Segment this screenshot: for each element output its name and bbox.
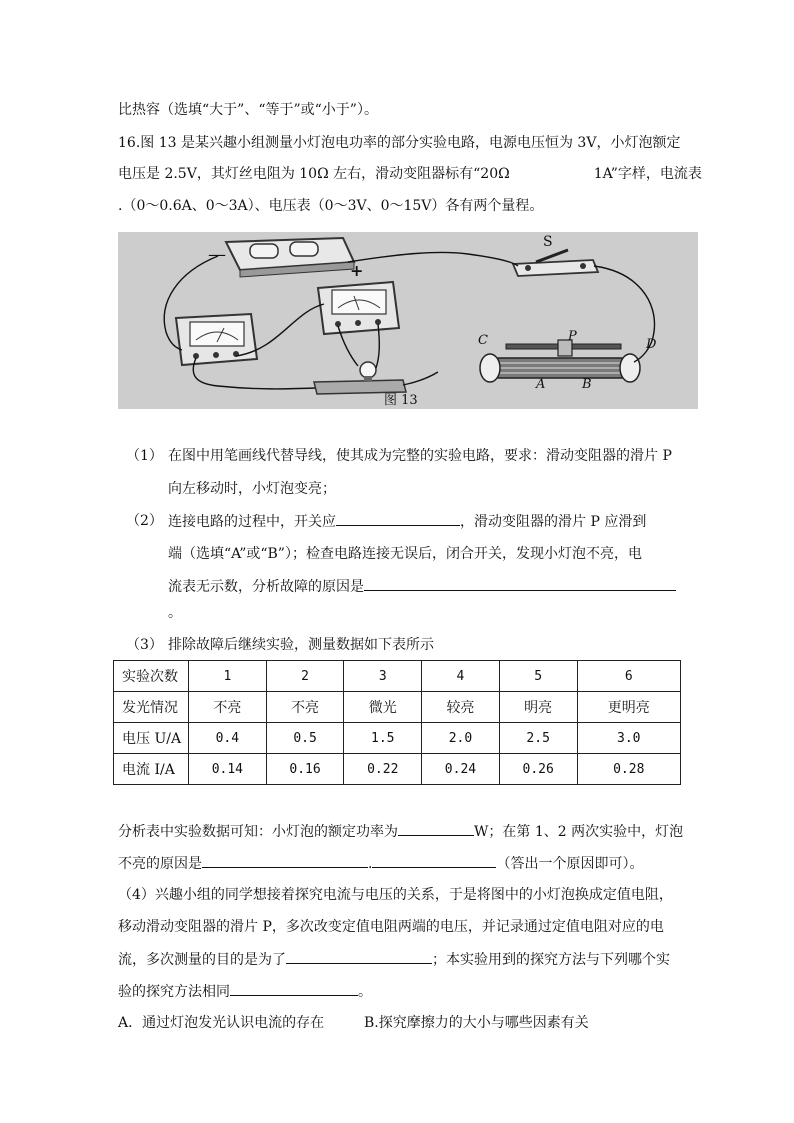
terminal-a-label: A [536, 377, 546, 392]
q4-line-4-end: 。 [358, 984, 372, 1000]
terminal-d-label: D [646, 337, 657, 352]
table-row [114, 754, 681, 785]
table-cell: 2.5 [499, 723, 577, 754]
table-header-cell: 5 [499, 661, 577, 692]
q2-switch-prompt: 连接电路的过程中，开关应 [168, 514, 336, 530]
text-line-1: 比热容（选填“大于”、“等于”或“小于”）。 [118, 102, 378, 118]
sub-question-3-number: （3） [126, 637, 163, 653]
option-b: B.探究摩擦力的大小与哪些因素有关 [364, 1015, 589, 1031]
table-cell: 0.24 [422, 754, 500, 785]
battery-plus-label: + [350, 261, 364, 280]
circuit-figure-13 [118, 232, 698, 409]
table-cell: 微光 [344, 692, 422, 723]
q2-fault-prompt: 流表无示数，分析故障的原因是 [168, 579, 364, 595]
battery-minus-label: — [208, 244, 226, 265]
sub-question-2-number: （2） [126, 513, 163, 529]
analysis-line-2 [118, 853, 643, 874]
table-header-cell: 6 [577, 661, 680, 692]
table-cell: 2.0 [422, 723, 500, 754]
analysis-dot: . [368, 856, 373, 872]
table-row [114, 692, 681, 723]
answer-blank-method[interactable] [230, 981, 358, 996]
q16-spec-part-1: 电压是 2.5V，其灯丝电阻为 10Ω 左右，滑动变阻器标有“20Ω [118, 166, 510, 182]
question-16-line-2 [118, 164, 702, 184]
answer-blank-fault[interactable] [364, 576, 676, 591]
sub-question-2-line-2: 端（选填“A”或“B”）；检查电路连接无误后，闭合开关，发现小灯泡不亮，电 [168, 546, 642, 562]
q16-spec-part-2: 1A”字样，电流表 [593, 166, 702, 182]
figure-caption: 图 13 [384, 393, 418, 408]
analysis-reason-prompt: 不亮的原因是 [118, 856, 202, 872]
q2-slider-prompt: ，滑动变阻器的滑片 P 应滑到 [460, 514, 647, 530]
sub-question-4-line-2: 移动滑动变阻器的滑片 P，多次改变定值电阻两端的电压，并记录通过定值电阻对应的电 [118, 919, 664, 935]
q4-line-3-cont: ；本实验用到的探究方法与下列哪个实 [432, 952, 670, 968]
answer-blank-reason-1[interactable] [202, 853, 368, 868]
answer-blank-switch[interactable] [336, 511, 460, 526]
table-row-label: 电流 I/A [114, 754, 189, 785]
table-header-cell: 1 [189, 661, 267, 692]
table-row-label: 电压 U/A [114, 723, 189, 754]
sub-question-4-line-4 [118, 981, 372, 1002]
q4-purpose-prompt: 流，多次测量的目的是为了 [118, 952, 286, 968]
table-cell: 不亮 [266, 692, 344, 723]
sub-question-4-line-1: （4）兴趣小组的同学想接着探究电流与电压的关系，于是将图中的小灯泡换成定值电阻， [118, 887, 673, 903]
sub-question-2-end: 。 [168, 605, 182, 621]
sub-question-1-text-cont: 向左移动时，小灯泡变亮； [168, 481, 336, 497]
table-cell: 0.14 [189, 754, 267, 785]
q4-method-prompt: 验的探究方法相同 [118, 984, 230, 1000]
table-cell: 0.16 [266, 754, 344, 785]
sub-question-4-line-3 [118, 949, 670, 970]
table-cell: 0.5 [266, 723, 344, 754]
table-header-cell: 3 [344, 661, 422, 692]
ammeter [176, 314, 257, 365]
table-header-cell: 实验次数 [114, 661, 189, 692]
circuit-diagram [118, 232, 698, 409]
table-cell: 明亮 [499, 692, 577, 723]
question-16-intro: 16.图 13 是某兴趣小组测量小灯泡电功率的部分实验电路，电源电压恒为 3V，小灯泡额定 [118, 135, 681, 151]
table-header-cell: 2 [266, 661, 344, 692]
table-cell: 0.26 [499, 754, 577, 785]
answer-blank-reason-2[interactable] [372, 853, 496, 868]
switch-label: S [543, 234, 553, 250]
table-row [114, 723, 681, 754]
analysis-line-1 [118, 821, 683, 842]
table-header-cell: 4 [422, 661, 500, 692]
table-cell: 3.0 [577, 723, 680, 754]
experiment-data-table [113, 660, 681, 785]
slider-p-label: P [568, 329, 577, 344]
sub-question-1-text: 在图中用笔画线代替导线，使其成为完整的实验电路，要求：滑动变阻器的滑片 P [168, 448, 672, 464]
sub-question-2-line-1 [168, 511, 646, 532]
table-cell: 较亮 [422, 692, 500, 723]
answer-blank-rated-power[interactable] [398, 821, 474, 836]
analysis-power-prompt: 分析表中实验数据可知：小灯泡的额定功率为 [118, 824, 398, 840]
voltmeter [318, 282, 399, 334]
question-16-line-3: .（0～0.6A、0～3A）、电压表（0～3V、0～15V）各有两个量程。 [118, 198, 544, 214]
table-cell: 不亮 [189, 692, 267, 723]
table-cell: 0.4 [189, 723, 267, 754]
sub-question-1-number: （1） [126, 448, 163, 464]
table-row-label: 发光情况 [114, 692, 189, 723]
answer-blank-purpose[interactable] [286, 949, 432, 964]
table-cell: 0.22 [344, 754, 422, 785]
terminal-c-label: C [478, 333, 488, 348]
table-header-row [114, 661, 681, 692]
analysis-line-2-cont: （答出一个原因即可）。 [496, 856, 644, 872]
table-cell: 0.28 [577, 754, 680, 785]
sub-question-3-text: 排除故障后继续实验，测量数据如下表所示 [168, 637, 434, 653]
table-cell: 1.5 [344, 723, 422, 754]
analysis-line-1-cont: W；在第 1、2 两次实验中，灯泡 [474, 824, 684, 840]
table-cell: 更明亮 [577, 692, 680, 723]
option-a: A．通过灯泡发光认识电流的存在 [118, 1015, 325, 1031]
terminal-b-label: B [582, 377, 592, 392]
sub-question-2-line-3 [168, 576, 676, 597]
